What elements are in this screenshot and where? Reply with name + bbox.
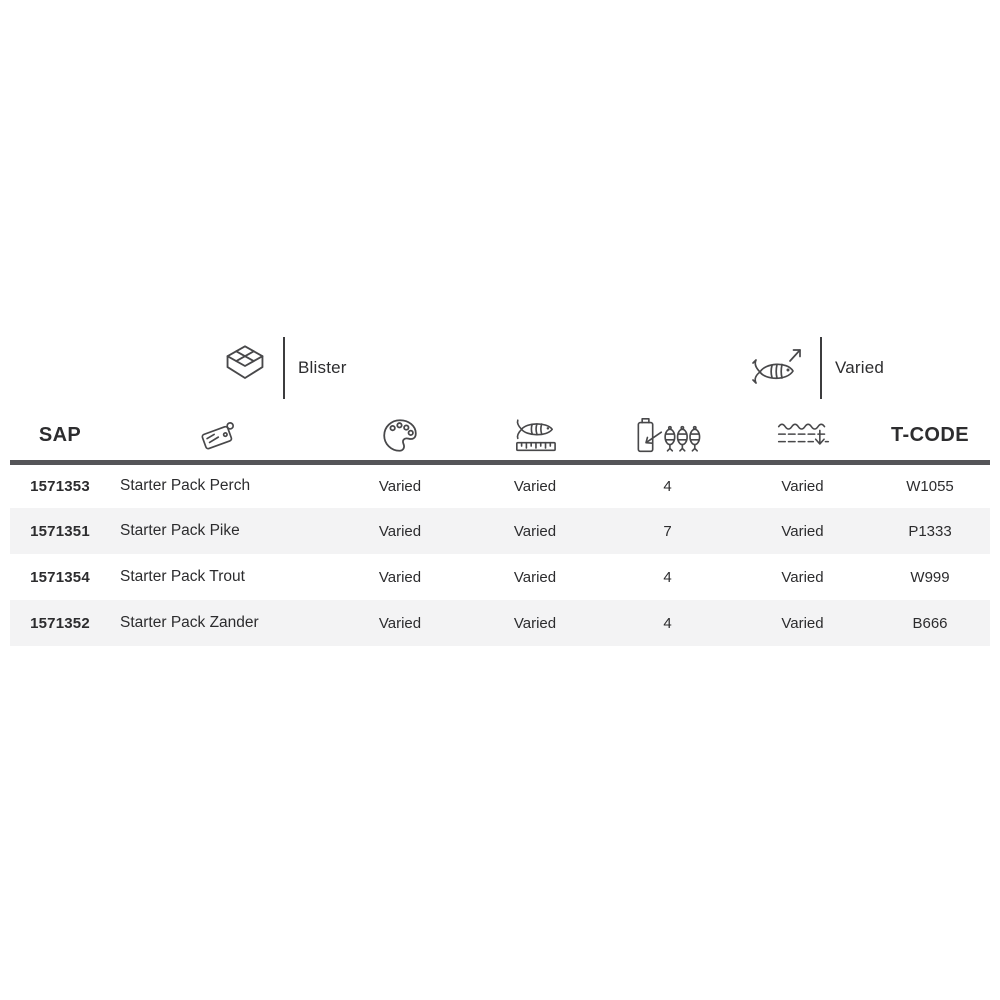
pack-quantity-icon bbox=[633, 424, 703, 446]
cell-size: Varied bbox=[513, 477, 557, 495]
legend-label: Varied bbox=[835, 358, 885, 377]
cell-tcode: W999 bbox=[910, 568, 950, 586]
cell-color: Varied bbox=[378, 568, 422, 586]
table-row bbox=[10, 462, 990, 508]
cell-tcode: W1055 bbox=[906, 477, 954, 495]
cell-quantity: 4 bbox=[663, 614, 672, 632]
cell-sap: 1571352 bbox=[30, 614, 90, 632]
cell-color: Varied bbox=[378, 614, 422, 632]
col-header-depth bbox=[735, 412, 870, 462]
cell-color: Varied bbox=[378, 522, 422, 540]
cell-depth: Varied bbox=[781, 477, 824, 495]
cell-name: Starter Pack Trout bbox=[120, 568, 245, 585]
cell-size: Varied bbox=[513, 568, 557, 586]
table-header-row bbox=[10, 412, 990, 462]
cell-quantity: 4 bbox=[663, 477, 672, 495]
cell-name: Starter Pack Pike bbox=[120, 522, 240, 539]
open-box-icon bbox=[221, 343, 269, 394]
cell-depth: Varied bbox=[781, 614, 824, 632]
col-header-size bbox=[470, 412, 600, 462]
col-header-tcode: T-CODE bbox=[870, 412, 990, 462]
legend-label: Blister bbox=[298, 358, 347, 377]
table-row bbox=[10, 508, 990, 554]
cell-quantity: 7 bbox=[663, 522, 672, 540]
col-header-name bbox=[110, 412, 330, 462]
cell-sap: 1571351 bbox=[30, 522, 90, 540]
legend-hooks bbox=[744, 336, 884, 400]
cell-color: Varied bbox=[378, 477, 422, 495]
fish-ruler-icon bbox=[505, 424, 565, 446]
col-header-sap: SAP bbox=[10, 412, 110, 462]
cell-size: Varied bbox=[513, 614, 557, 632]
cell-depth: Varied bbox=[781, 522, 824, 540]
table-body bbox=[10, 462, 990, 646]
legend-divider bbox=[283, 337, 285, 399]
table-row bbox=[10, 554, 990, 600]
cell-sap: 1571354 bbox=[30, 568, 90, 586]
cell-name: Starter Pack Zander bbox=[120, 614, 259, 631]
cell-name: Starter Pack Perch bbox=[120, 477, 251, 495]
col-header-quantity bbox=[600, 412, 735, 462]
price-tag-icon bbox=[198, 424, 242, 446]
product-table bbox=[10, 412, 990, 646]
cell-sap: 1571353 bbox=[30, 477, 90, 495]
cell-tcode: P1333 bbox=[908, 522, 952, 540]
palette-icon bbox=[380, 424, 420, 446]
legend-packaging bbox=[221, 336, 347, 400]
cell-size: Varied bbox=[513, 522, 557, 540]
legend-divider bbox=[820, 337, 822, 399]
col-header-color bbox=[330, 412, 470, 462]
fish-lure-hooks-icon bbox=[744, 339, 806, 398]
cell-depth: Varied bbox=[781, 568, 824, 586]
table-row bbox=[10, 600, 990, 646]
cell-quantity: 4 bbox=[663, 568, 672, 586]
cell-tcode: B666 bbox=[912, 614, 948, 632]
sink-depth-icon bbox=[774, 424, 832, 446]
